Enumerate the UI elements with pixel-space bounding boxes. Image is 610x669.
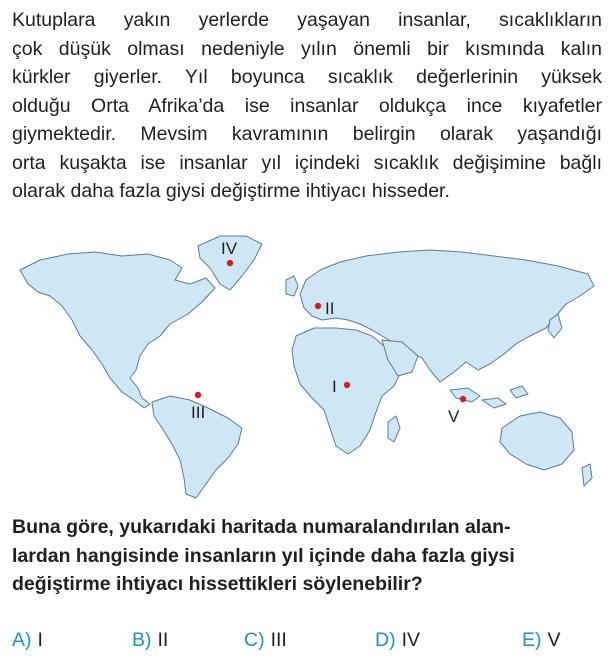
britain-landmass — [286, 276, 298, 296]
option-value: III — [270, 629, 287, 651]
option-a[interactable] — [12, 629, 43, 652]
marker-label-ii: II — [325, 299, 335, 318]
option-letter: B) — [132, 629, 152, 651]
option-letter: A) — [12, 629, 32, 651]
option-letter: E) — [522, 629, 542, 651]
australia-landmass — [500, 412, 574, 470]
passage-text — [12, 6, 602, 206]
passage-line: giymektedir. Mevsim kavramının belirgin olarak yaşandığı — [12, 123, 602, 145]
marker-label-v: V — [448, 407, 460, 426]
question-line: değiştirme ihtiyacı hissettikleri söylenebilir? — [12, 573, 423, 595]
marker-label-iv: IV — [221, 239, 238, 258]
question-text — [12, 513, 602, 599]
marker-label-i: I — [332, 377, 337, 396]
passage-line: olduğu Orta Afrika’da ise insanlar oldukça ince kıyafetler — [12, 94, 602, 117]
marker-ii — [315, 303, 321, 309]
passage-line: Kutuplara yakın yerlerde yaşayan insanlar, sıcaklıkların — [12, 9, 602, 31]
option-c[interactable] — [244, 629, 287, 652]
option-letter: C) — [244, 629, 265, 651]
option-letter: D) — [375, 629, 396, 651]
option-e[interactable] — [522, 629, 561, 652]
marker-iii — [195, 392, 201, 398]
option-d[interactable] — [375, 629, 420, 652]
north-america-landmass — [20, 252, 215, 408]
marker-label-iii: III — [191, 403, 206, 422]
option-b[interactable] — [132, 629, 168, 652]
option-value: I — [37, 629, 43, 651]
option-value: II — [157, 629, 169, 651]
world-map — [10, 232, 600, 502]
passage-line: çok düşük olması nedeniyle yılın önemli bir kısmında kalın — [12, 37, 602, 60]
option-value: IV — [401, 629, 421, 651]
new-zealand-landmass — [582, 464, 592, 486]
passage-line: orta kuşakta ise insanlar yıl içindeki sıcaklık değişimine bağlı — [12, 151, 602, 174]
marker-i — [344, 382, 350, 388]
question-line: lardan hangisinde insanların yıl içinde daha fazla giysi — [12, 544, 515, 567]
madagascar-landmass — [388, 416, 400, 442]
marker-iv — [227, 260, 233, 266]
passage-line: kürkler giyerler. Yıl boyunca sıcaklık değerlerinin yüksek — [12, 66, 602, 88]
passage-line: olarak daha fazla giysi değiştirme ihtiyacı hisseder. — [12, 180, 450, 202]
question-line: Buna göre, yukarıdaki haritada numaralandırılan alan- — [12, 516, 511, 538]
marker-v — [460, 396, 466, 402]
answer-options — [12, 629, 602, 657]
option-value: V — [547, 629, 561, 651]
